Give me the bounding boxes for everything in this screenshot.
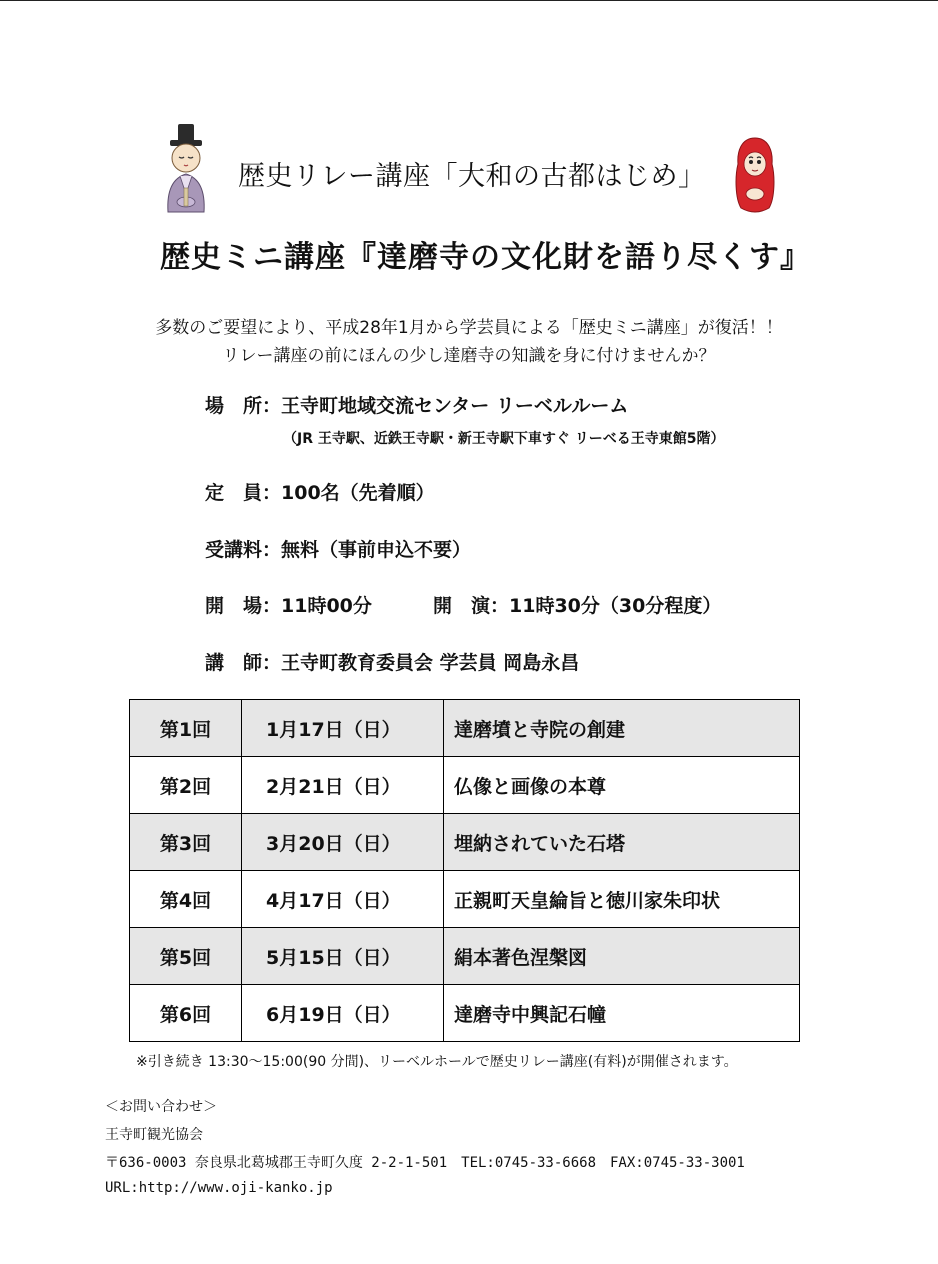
session-date: 6月19日（日） xyxy=(242,985,444,1042)
venue-info: 場 所：王寺町地域交流センター リーベルルーム xyxy=(205,395,629,417)
daruma-icon xyxy=(733,136,777,214)
table-row xyxy=(130,757,800,814)
session-number: 第2回 xyxy=(130,757,242,814)
session-date: 1月17日（日） xyxy=(242,700,444,757)
session-topic: 達磨寺中興記石幢 xyxy=(444,985,800,1042)
session-date: 4月17日（日） xyxy=(242,871,444,928)
footnote: ※引き続き 13:30～15:00(90 分間)、リーベルホールで歴史リレー講座(有料)が開催されます。 xyxy=(136,1054,738,1070)
series-title: 歴史リレー講座「大和の古都はじめ」 xyxy=(238,161,706,192)
capacity-info: 定 員：100名（先着順） xyxy=(205,482,435,504)
fee-info: 受講料：無料（事前申込不要） xyxy=(205,539,472,561)
session-date: 5月15日（日） xyxy=(242,928,444,985)
table-row xyxy=(130,928,800,985)
session-date: 3月20日（日） xyxy=(242,814,444,871)
intro-line-2: リレー講座の前にほんの少し達磨寺の知識を身に付けませんか？ xyxy=(222,346,716,366)
lecturer-info: 講 師：王寺町教育委員会 学芸員 岡島永昌 xyxy=(205,652,580,674)
session-number: 第6回 xyxy=(130,985,242,1042)
session-topic: 埋納されていた石塔 xyxy=(444,814,800,871)
contact-heading: ＜お問い合わせ＞ xyxy=(105,1099,217,1115)
doors-open-info: 開 場：11時00分 xyxy=(205,595,372,617)
intro-line-1: 多数のご要望により、平成28年1月から学芸員による「歴史ミニ講座」が復活！！ xyxy=(155,318,783,338)
session-topic: 仏像と画像の本尊 xyxy=(444,757,800,814)
session-topic: 正親町天皇綸旨と徳川家朱印状 xyxy=(444,871,800,928)
contact-address: 〒636-0003 奈良県北葛城郡王寺町久度 2-2-1-501 TEL:0745-33-6668 FAX:0745-33-3001 xyxy=(105,1155,745,1171)
session-date: 2月21日（日） xyxy=(242,757,444,814)
table-row xyxy=(130,985,800,1042)
table-row xyxy=(130,700,800,757)
session-number: 第1回 xyxy=(130,700,242,757)
session-number: 第3回 xyxy=(130,814,242,871)
contact-organization: 王寺町観光協会 xyxy=(105,1127,203,1143)
start-time-info: 開 演：11時30分（30分程度） xyxy=(433,595,722,617)
venue-access-note: （JR 王寺駅、近鉄王寺駅・新王寺駅下車すぐ リーベる王寺東館5階） xyxy=(283,431,725,447)
session-number: 第4回 xyxy=(130,871,242,928)
session-topic: 絹本著色涅槃図 xyxy=(444,928,800,985)
session-topic: 達磨墳と寺院の創建 xyxy=(444,700,800,757)
session-number: 第5回 xyxy=(130,928,242,985)
top-border xyxy=(0,0,938,1)
shotoku-figure-icon xyxy=(160,122,212,214)
page-title: 歴史ミニ講座『達磨寺の文化財を語り尽くす』 xyxy=(160,240,811,275)
contact-url: URL:http://www.oji-kanko.jp xyxy=(105,1180,333,1196)
table-row xyxy=(130,871,800,928)
schedule-table xyxy=(129,699,800,1042)
table-row xyxy=(130,814,800,871)
